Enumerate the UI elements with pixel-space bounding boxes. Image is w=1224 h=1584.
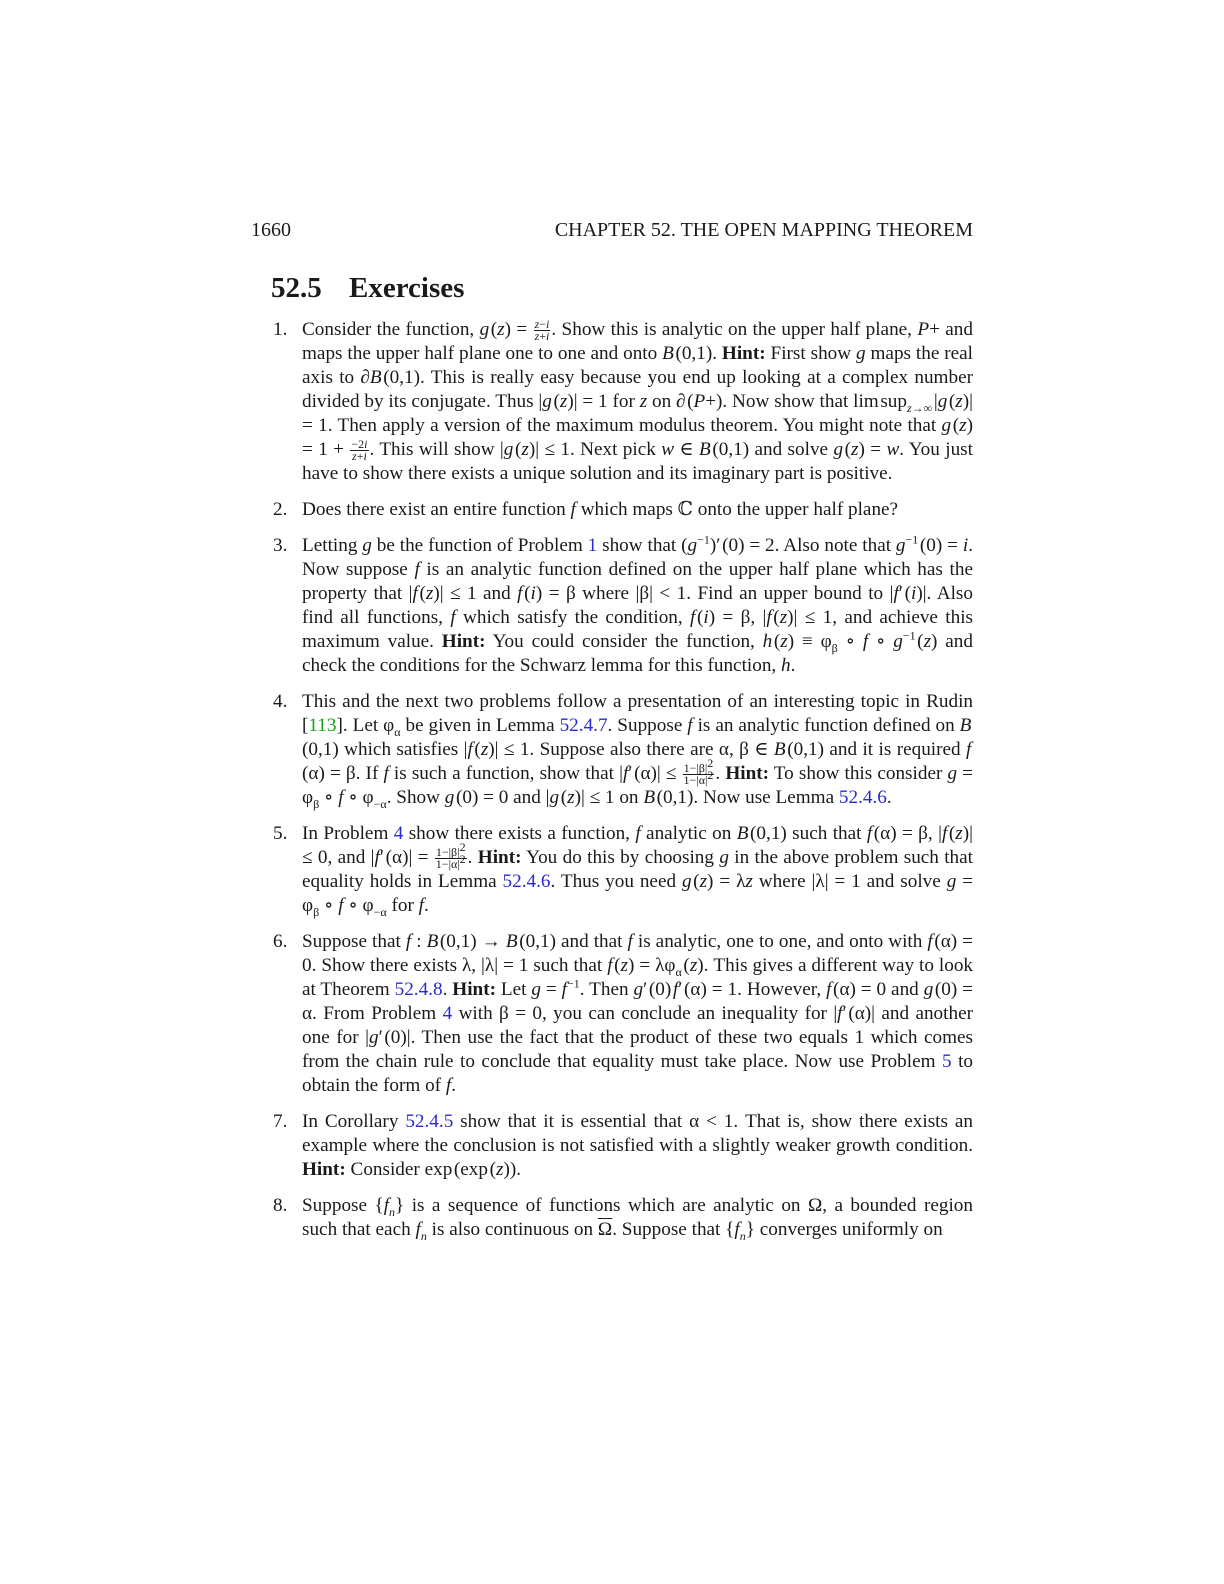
exercise-number: 7. [273,1111,288,1133]
section-heading [271,272,464,305]
lemma-link[interactable]: 52.4.6 [502,871,551,893]
exercise-number: 3. [273,535,288,557]
lemma-link[interactable]: 52.4.7 [559,715,608,737]
problem-link[interactable]: 5 [942,1051,952,1073]
exercise-number: 4. [273,691,288,713]
running-header [251,219,973,249]
page-number: 1660 [251,219,291,241]
section-number: 52.5 [271,272,322,304]
corollary-link[interactable]: 52.4.5 [405,1111,454,1133]
lemma-link[interactable]: 52.4.6 [838,787,887,809]
theorem-link[interactable]: 52.4.8 [394,979,443,1001]
exercise-4: 4. This and the next two problems follow a presentation of an interesting topic in Rudin [113]. Let $\varphi_\alpha$ be given in Lemma 52.4.7. Suppose f is an analytic function defined on B (0,1) which satisfies |f (z)| ≤ 1. Suppose also there are α, β ∈ B (0,1) and it is required f (α) = β. If f is such a function, show that |f′ (α)| ≤ $\frac{1-|\beta|^2}{1-|\alpha|^2}$ . Hint: To show this consider $g = \varphi_\beta$ ∘ f ∘ $\varphi_{-\alpha}$. Show g (0) = 0 and |g (z)| ≤ 1 on B (0,1). Now use Lemma 52.4.6. [273,691,973,812]
exercise-number: 5. [273,823,288,845]
citation-link[interactable]: 113 [308,715,337,737]
exercise-number: 6. [273,931,288,953]
exercise-8: 8. Suppose $\{f_n\}$ is a sequence of functions which are analytic on Ω, a bounded region such that each $f_n$ is also continuous on $\overline{\Omega}$. Suppose that $\{f_n\}$ converges uniformly on [273,1195,973,1244]
exercise-number: 8. [273,1195,288,1217]
exercise-6: 6. Suppose that f : B (0,1) → B (0,1) and that f is analytic, one to one, and onto with f (α) = 0. Show there exists λ, |λ| = 1 such that f $(z) = \lambda\varphi_\alpha$ (z). This gives a different way to look at Theorem 52.4.8. Hint: Let $g = f^{-1}$. Then g′ (0) f′ (α) = 1. However, f (α) = 0 and g (0) = α. From Problem 4 with β = 0, you can conclude an inequality for |f′ (α)| and another one for |g′ (0)|. Then use the fact that the product of these two equals 1 which comes from the chain rule to conclude that equality must take place. Now use Problem 5 to obtain the form of f. [273,931,974,1097]
exercise-2: 2. Does there exist an entire function f which maps ℂ onto the upper half plane? [273,499,899,521]
exercise-7: 7. In Corollary 52.4.5 show that it is essential that α < 1. That is, show there exists an example where the conclusion is not satisfied with a slightly weaker growth condition. Hint: Consider exp (exp (z)). [273,1111,973,1181]
section-title: Exercises [349,272,465,304]
problem-link[interactable]: 4 [442,1003,453,1025]
exercise-number: 1. [273,319,288,340]
problem-link[interactable]: 1 [587,535,598,557]
chapter-title: CHAPTER 52. THE OPEN MAPPING THEOREM [554,219,973,241]
problem-link[interactable]: 4 [393,823,404,845]
exercise-3: 3. Letting g be the function of Problem 1 show that $(g^{-1})'$ (0) = 2. Also note that $g^{-1}$ (0) = i. Now suppose f is an analytic function defined on the upper half plane which has the property that |f (z)| ≤ 1 and f (i) = β where |β| < 1. Find an upper bound to |f′ (i)|. Also find all functions, f which satisfy the condition, f (i) = β, |f (z)| ≤ 1, and achieve this maximum value. Hint: You could consider the function, h $(z) \equiv \varphi_\beta$ ∘ f ∘ $g^{-1}$ (z) and check the conditions for the Schwarz lemma for this function, h. [273,532,974,677]
exercise-number: 2. [273,499,288,521]
exercise-1: 1. Consider the function, g (z) = $\frac{z-i}{z+i}$ . Show this is analytic on the upper half plane, P+ and maps the upper half plane one to one and onto B (0,1). Hint: First show g maps the real axis to ∂B (0,1). This is really easy because you end up looking at a complex number divided by its conjugate. Thus |g (z)| = 1 for z on ∂ (P+). Now show that lim sup$_{z\to\infty}$ |g (z)| = 1. Then apply a version of the maximum modulus theorem. You might note that g (z) = 1 + $\frac{-2i}{z+i}$ . This will show |g (z)| ≤ 1. Next pick w ∈ B (0,1) and solve g (z) = w. You just have to show there exists a unique solution and its imaginary part is positive. [273,317,973,485]
exercise-5: 5. In Problem 4 show there exists a function, f analytic on B (0,1) such that f (α) = β, |f (z)| ≤ 0, and |f′ (α)| = $\frac{1-|\beta|^2}{1-|\alpha|^2}$ . Hint: You do this by choosing g in the above problem such that equality holds in Lemma 52.4.6. Thus you need g (z) = λz where |λ| = 1 and solve $g = \varphi_\beta$ ∘ f ∘ $\varphi_{-\alpha}$ for f. [273,823,974,920]
exercise-list [273,318,973,1254]
